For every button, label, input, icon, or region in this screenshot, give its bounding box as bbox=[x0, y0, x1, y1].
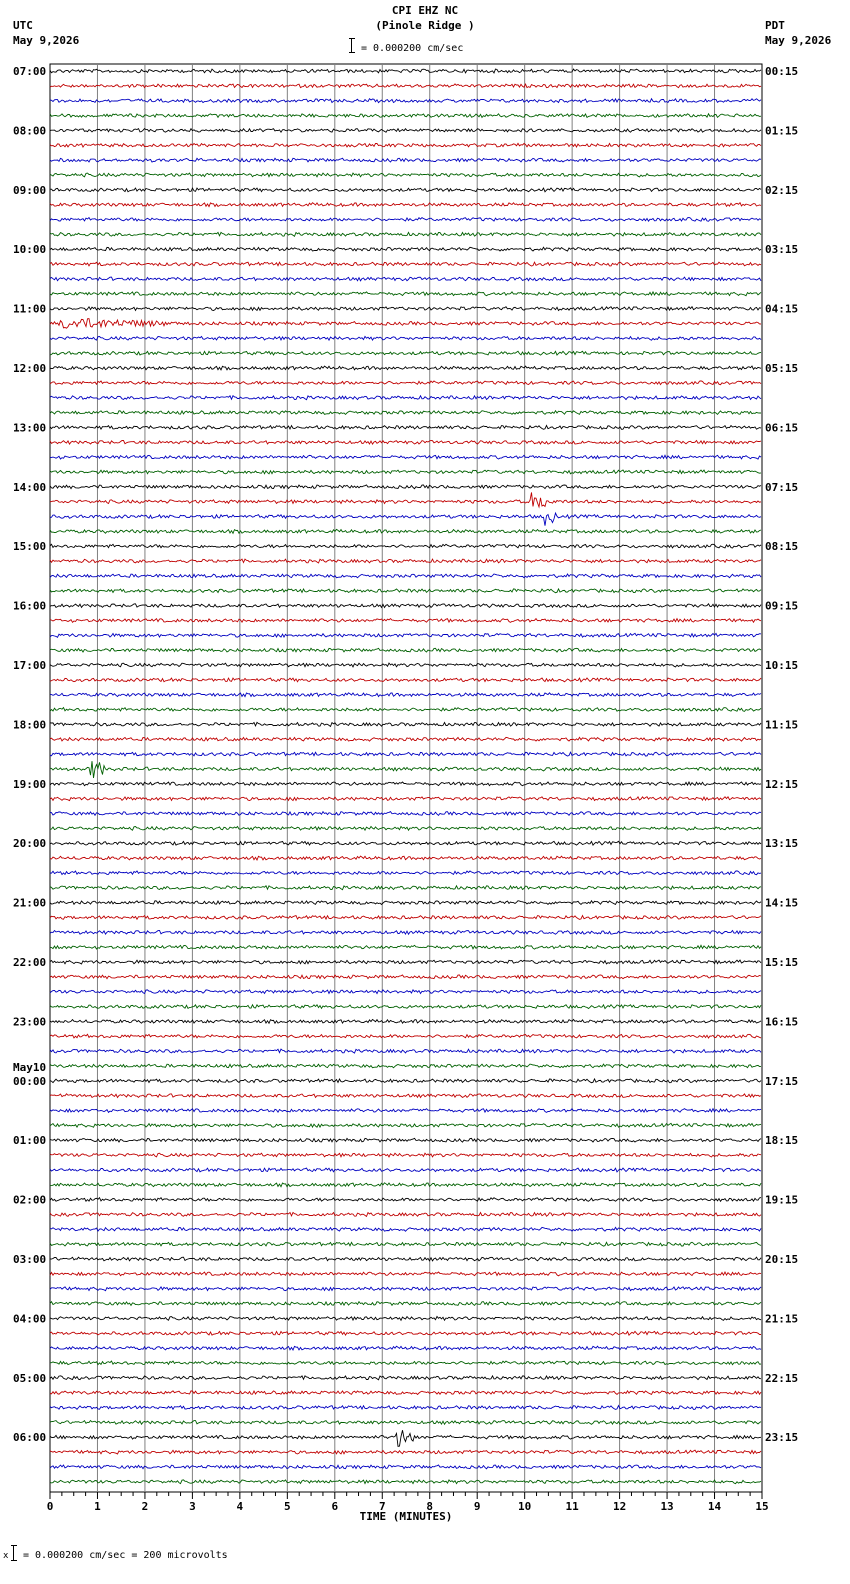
pdt-hour-label: 21:15 bbox=[765, 1312, 799, 1326]
x-tick-label: 1 bbox=[94, 1500, 101, 1513]
pdt-hour-label: 03:15 bbox=[765, 243, 799, 257]
x-tick-label: 15 bbox=[755, 1500, 769, 1513]
seismic-trace bbox=[50, 158, 761, 162]
seismic-trace bbox=[50, 856, 761, 860]
seismic-trace bbox=[50, 1480, 761, 1484]
pdt-hour-label: 22:15 bbox=[765, 1371, 799, 1385]
utc-hour-label: 06:00 bbox=[13, 1431, 47, 1445]
seismic-trace bbox=[50, 173, 761, 177]
pdt-hour-label: 14:15 bbox=[765, 896, 799, 910]
seismic-trace bbox=[50, 1213, 761, 1217]
seismic-trace bbox=[50, 752, 761, 756]
seismic-trace bbox=[50, 990, 761, 994]
utc-hour-label: 14:00 bbox=[13, 480, 47, 494]
seismic-trace bbox=[50, 975, 761, 979]
seismic-trace bbox=[50, 871, 761, 875]
seismic-trace bbox=[50, 1421, 761, 1425]
seismic-trace bbox=[50, 336, 761, 340]
seismic-trace bbox=[50, 1227, 761, 1231]
seismic-trace bbox=[50, 604, 761, 608]
seismic-trace bbox=[50, 1272, 761, 1276]
seismic-trace bbox=[50, 827, 761, 831]
left-date-label: May 9,2026 bbox=[13, 34, 80, 47]
pdt-hour-label: 06:15 bbox=[765, 421, 799, 435]
seismic-trace bbox=[50, 99, 761, 103]
seismic-trace bbox=[50, 945, 761, 949]
seismic-trace bbox=[50, 188, 761, 192]
seismic-trace bbox=[50, 559, 761, 563]
pdt-hour-label: 16:15 bbox=[765, 1015, 799, 1029]
seismic-trace bbox=[50, 69, 761, 73]
seismic-trace bbox=[50, 319, 761, 329]
pdt-hour-label: 15:15 bbox=[765, 956, 799, 969]
footer-scale-label: = 0.000200 cm/sec = 200 microvolts bbox=[23, 1550, 228, 1561]
seismic-trace bbox=[50, 277, 761, 281]
utc-hour-label: 16:00 bbox=[13, 599, 47, 613]
seismic-trace bbox=[50, 129, 761, 133]
seismic-trace bbox=[50, 1331, 761, 1335]
x-axis-label: TIME (MINUTES) bbox=[359, 1510, 453, 1523]
seismic-trace bbox=[50, 396, 761, 400]
station-title: CPI EHZ NC bbox=[391, 4, 459, 17]
seismic-trace bbox=[50, 1198, 761, 1202]
x-tick-label: 14 bbox=[707, 1500, 722, 1513]
x-tick-label: 6 bbox=[331, 1500, 339, 1513]
seismic-trace bbox=[50, 1109, 761, 1113]
seismic-trace bbox=[50, 1064, 761, 1068]
utc-hour-label: 00:00 bbox=[13, 1074, 47, 1088]
x-tick-label: 12 bbox=[612, 1500, 627, 1513]
seismic-trace bbox=[50, 1346, 761, 1350]
utc-hour-label: 18:00 bbox=[13, 718, 47, 732]
seismic-trace bbox=[50, 307, 761, 311]
footer-prefix: x bbox=[3, 1551, 9, 1561]
seismic-trace bbox=[50, 529, 761, 533]
utc-hour-label: 07:00 bbox=[13, 65, 47, 78]
pdt-hour-label: 00:15 bbox=[765, 65, 799, 78]
utc-hour-label: 13:00 bbox=[13, 421, 47, 435]
seismic-trace bbox=[50, 574, 761, 578]
utc-hour-label: 04:00 bbox=[13, 1312, 47, 1326]
seismic-trace bbox=[50, 1138, 761, 1142]
x-tick-label: 0 bbox=[46, 1500, 54, 1513]
utc-hour-label: 02:00 bbox=[13, 1193, 47, 1207]
seismic-trace bbox=[50, 1287, 761, 1291]
seismic-trace bbox=[50, 1391, 761, 1395]
station-location: (Pinole Ridge ) bbox=[375, 19, 475, 32]
pdt-hour-label: 10:15 bbox=[765, 659, 799, 672]
seismic-trace bbox=[50, 1376, 761, 1380]
utc-hour-label: 20:00 bbox=[13, 837, 47, 851]
seismic-trace bbox=[50, 247, 761, 251]
seismic-trace bbox=[50, 886, 761, 890]
x-tick-label: 2 bbox=[141, 1500, 149, 1513]
seismic-trace bbox=[50, 1406, 761, 1410]
seismic-trace bbox=[50, 455, 761, 459]
seismic-trace bbox=[50, 1361, 761, 1365]
seismic-trace bbox=[50, 1153, 761, 1157]
utc-hour-label: 12:00 bbox=[13, 362, 47, 375]
seismic-trace bbox=[50, 426, 761, 430]
seismic-trace bbox=[50, 513, 761, 526]
seismic-trace bbox=[50, 693, 761, 697]
x-tick-label: 9 bbox=[473, 1500, 481, 1513]
scale-label: = 0.000200 cm/sec bbox=[361, 43, 464, 54]
utc-hour-label: 15:00 bbox=[13, 540, 47, 554]
pdt-hour-label: 19:15 bbox=[765, 1193, 799, 1207]
seismic-trace bbox=[50, 1465, 761, 1469]
x-tick-label: 11 bbox=[565, 1500, 579, 1513]
utc-hour-label: 22:00 bbox=[13, 956, 47, 969]
seismic-trace bbox=[50, 1257, 761, 1261]
footer-scale-bar-icon bbox=[11, 1545, 17, 1561]
seismic-trace bbox=[50, 262, 761, 266]
seismic-trace bbox=[50, 1094, 761, 1098]
pdt-hour-label: 23:15 bbox=[765, 1431, 799, 1445]
utc-hour-label: 10:00 bbox=[13, 243, 47, 257]
seismic-trace bbox=[50, 203, 761, 207]
seismic-trace bbox=[50, 366, 761, 370]
seismic-trace bbox=[50, 1242, 761, 1246]
seismic-trace bbox=[50, 722, 761, 726]
pdt-hour-label: 05:15 bbox=[765, 362, 799, 375]
utc-hour-label: 23:00 bbox=[13, 1015, 47, 1029]
utc-hour-label: 17:00 bbox=[13, 659, 47, 672]
seismic-trace bbox=[50, 485, 761, 489]
x-tick-label: 3 bbox=[189, 1500, 196, 1513]
pdt-hour-label: 08:15 bbox=[765, 540, 799, 554]
utc-hour-label: 21:00 bbox=[13, 896, 47, 910]
left-timezone-label: UTC bbox=[13, 19, 33, 32]
seismic-trace bbox=[50, 1020, 761, 1024]
pdt-hour-label: 20:15 bbox=[765, 1253, 799, 1266]
pdt-hour-label: 07:15 bbox=[765, 480, 799, 494]
pdt-hour-label: 17:15 bbox=[765, 1074, 799, 1088]
seismic-trace bbox=[50, 351, 761, 355]
right-date-label: May 9,2026 bbox=[765, 34, 832, 47]
seismic-trace bbox=[50, 292, 761, 296]
x-tick-label: 10 bbox=[518, 1500, 532, 1513]
seismic-trace bbox=[50, 782, 761, 786]
right-timezone-label: PDT bbox=[765, 19, 785, 32]
seismic-trace bbox=[50, 901, 761, 905]
seismic-trace bbox=[50, 544, 761, 548]
date-change-label: May10 bbox=[13, 1060, 47, 1074]
seismic-trace bbox=[50, 232, 761, 236]
seismic-trace bbox=[50, 143, 761, 147]
utc-hour-label: 08:00 bbox=[13, 124, 47, 138]
seismic-trace bbox=[50, 633, 761, 637]
seismic-trace bbox=[50, 1430, 761, 1446]
seismic-trace bbox=[50, 812, 761, 816]
utc-hour-label: 11:00 bbox=[13, 302, 47, 316]
seismic-trace bbox=[50, 678, 761, 682]
seismic-trace bbox=[50, 470, 761, 474]
pdt-hour-label: 12:15 bbox=[765, 777, 799, 791]
seismic-trace bbox=[50, 708, 761, 712]
seismic-trace bbox=[50, 761, 761, 778]
seismic-trace bbox=[50, 1034, 761, 1038]
x-tick-label: 5 bbox=[284, 1500, 291, 1513]
seismic-trace bbox=[50, 797, 761, 801]
seismic-trace bbox=[50, 737, 761, 741]
seismic-trace bbox=[50, 648, 761, 652]
seismic-trace bbox=[50, 1168, 761, 1172]
x-tick-label: 4 bbox=[236, 1500, 244, 1513]
seismic-trace bbox=[50, 84, 761, 88]
utc-hour-label: 09:00 bbox=[13, 183, 47, 197]
x-tick-label: 8 bbox=[426, 1500, 434, 1513]
pdt-hour-label: 02:15 bbox=[765, 183, 799, 197]
seismic-trace bbox=[50, 1317, 761, 1321]
utc-hour-label: 03:00 bbox=[13, 1253, 47, 1266]
pdt-hour-label: 04:15 bbox=[765, 302, 799, 316]
seismic-trace bbox=[50, 931, 761, 935]
utc-hour-label: 19:00 bbox=[13, 777, 47, 791]
seismic-trace bbox=[50, 1450, 761, 1454]
pdt-hour-label: 09:15 bbox=[765, 599, 799, 613]
seismic-trace bbox=[50, 411, 761, 415]
seismic-trace bbox=[50, 916, 761, 920]
utc-hour-label: 01:00 bbox=[13, 1134, 47, 1148]
utc-hour-label: 05:00 bbox=[13, 1371, 47, 1385]
seismic-trace bbox=[50, 218, 761, 222]
seismic-trace bbox=[50, 1183, 761, 1187]
pdt-hour-label: 13:15 bbox=[765, 837, 799, 851]
seismic-trace bbox=[50, 381, 761, 385]
x-tick-label: 13 bbox=[660, 1500, 674, 1513]
seismic-trace bbox=[50, 619, 761, 623]
seismic-trace bbox=[50, 1049, 761, 1053]
seismic-trace bbox=[50, 441, 761, 445]
pdt-hour-label: 01:15 bbox=[765, 124, 799, 138]
seismic-trace bbox=[50, 841, 761, 845]
seismic-trace bbox=[50, 589, 761, 593]
pdt-hour-label: 18:15 bbox=[765, 1134, 799, 1148]
seismic-trace bbox=[50, 1079, 761, 1083]
pdt-hour-label: 11:15 bbox=[765, 718, 799, 732]
x-tick-label: 7 bbox=[378, 1500, 386, 1513]
seismic-trace bbox=[50, 1302, 761, 1306]
seismic-trace bbox=[50, 492, 761, 507]
seismic-trace bbox=[50, 960, 761, 964]
seismic-trace bbox=[50, 1005, 761, 1009]
seismic-trace bbox=[50, 114, 761, 118]
seismic-trace bbox=[50, 663, 761, 667]
seismic-trace bbox=[50, 1123, 761, 1127]
